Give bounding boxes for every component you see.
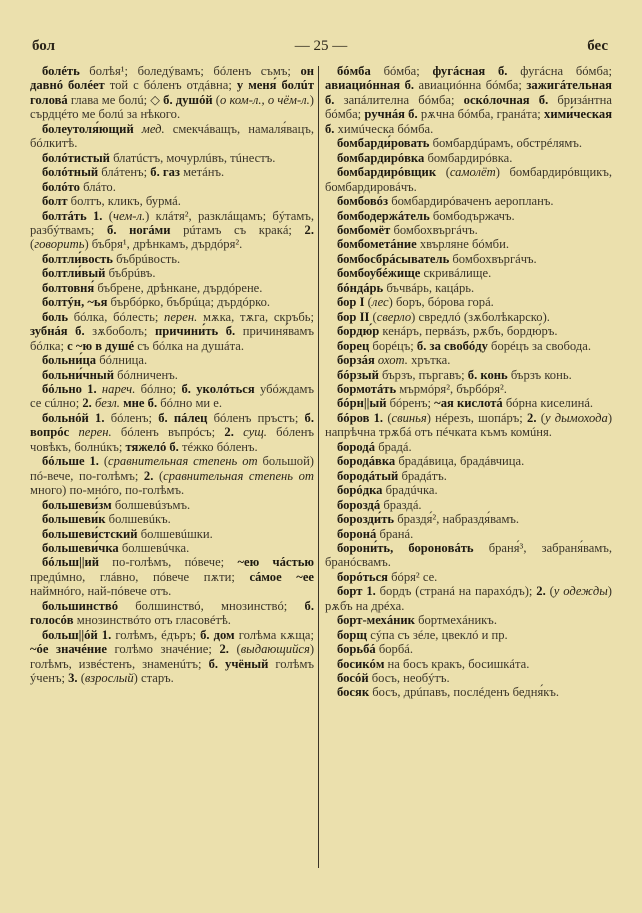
translation: босъ, дрúпавъ, послéденъ бедня́къ.: [369, 685, 560, 700]
dictionary-entry: [30, 122, 314, 151]
headword: бóров 1.: [337, 410, 384, 425]
headword: бомбосбрáсыватель: [337, 251, 450, 266]
headword: б. душóй: [163, 92, 213, 107]
translation: бóленъ пръстъ;: [207, 410, 305, 425]
translation: борéцъ за свобода.: [487, 338, 591, 353]
headword: бóльно 1.: [42, 381, 97, 396]
translation: (: [212, 92, 220, 107]
translation: бордъ (странá на парахóдъ);: [375, 584, 537, 599]
right-column: [325, 64, 612, 700]
translation: большой) пó-вече, по-голѣмъ;: [30, 454, 315, 483]
headword: зажигáтельная б.: [325, 78, 612, 107]
dictionary-entry: [325, 642, 612, 656]
dictionary-entry: [325, 310, 612, 324]
translation: блáтенъ;: [98, 165, 151, 180]
translation: бързъ, пъргавъ;: [378, 367, 468, 382]
translation: блáто.: [79, 179, 116, 194]
headword: б. пáлец: [158, 410, 208, 425]
headword: б. конь: [467, 367, 508, 382]
translation: бърбóрко, бъбрúца; дърдóрко.: [107, 295, 271, 310]
right-guide-word: бес: [587, 38, 608, 54]
dictionary-entry: [30, 310, 314, 353]
translation: предúмно, глáвно, пóвече пѫти;: [30, 569, 250, 584]
headword: босóй: [337, 671, 369, 686]
dictionary-entry: [30, 599, 314, 628]
translation: блатúстъ, мочурлúвъ, тúнестъ.: [109, 150, 276, 165]
dictionary-entry: [30, 382, 314, 411]
headword: бомбарди́ровать: [337, 136, 430, 151]
translation: авиациóнна бóмба;: [414, 78, 527, 93]
headword: б. за свобóду: [416, 338, 488, 353]
headword: болтли́вость: [42, 251, 113, 266]
translation: ) клáтя², разклáщамъ; бýтамъ, разбýтвамъ;: [30, 208, 314, 237]
translation: болтъ, кликъ, бурмá.: [67, 194, 181, 209]
headword: борт-мехáник: [337, 613, 415, 628]
dictionary-entry: [325, 498, 612, 512]
dictionary-entry: [325, 237, 612, 251]
translation: бързъ конь.: [507, 367, 572, 382]
headword: бородáтый: [337, 468, 399, 483]
headword: 2.: [527, 410, 537, 425]
translation: борбá.: [375, 642, 413, 657]
translation: мърмóря², бърбóря².: [396, 381, 507, 396]
dictionary-entry: [325, 165, 612, 194]
dictionary-entry: [30, 151, 314, 165]
translation: смекчáващъ, намаля́вацъ, бóлкитѣ.: [30, 121, 315, 151]
translation: бóлно ми е.: [157, 396, 223, 411]
translation: ) боръ, бóрова горá.: [388, 295, 494, 310]
dictionary-entry: [325, 382, 612, 396]
dictionary-entry: [30, 252, 314, 266]
headword: болтáть 1.: [42, 208, 103, 223]
translation: на босъ кракъ, босишкáта.: [384, 656, 530, 671]
translation: (: [545, 584, 554, 599]
headword: мне б.: [119, 396, 158, 411]
translation: бóленъ;: [104, 410, 159, 425]
translation: ) нéрезъ, шопáръ;: [426, 410, 528, 425]
translation: метáнъ.: [179, 165, 225, 180]
usage-label: у одежды: [553, 584, 608, 599]
translation: болшинствó, мнозинствó;: [118, 598, 305, 613]
headword: у меня́ болúт головá: [30, 78, 315, 107]
headword: бомбомёт: [337, 222, 391, 237]
headword: большинствó: [42, 598, 119, 613]
headword: борони́ть, боронoвáть: [337, 540, 474, 555]
headword: болт: [42, 194, 68, 209]
translation: браздя́², набраздя́вамъ.: [394, 512, 520, 527]
translation: брадúчка.: [382, 483, 438, 498]
usage-label: перен.: [164, 309, 198, 324]
translation: рѫчна бóмба, гранáта;: [417, 107, 545, 122]
headword: б. газ: [150, 165, 180, 180]
dictionary-entry: [325, 136, 612, 150]
translation: бортмехáникъ.: [414, 613, 497, 628]
headword: больнóй 1.: [42, 410, 105, 425]
headword: сáмое ~ее: [249, 569, 314, 584]
translation: болшевúшки.: [137, 526, 213, 541]
headword: бородáвка: [337, 454, 396, 469]
headword: большеви́к: [42, 512, 106, 527]
translation: по-голѣмъ, пóвече;: [99, 555, 238, 570]
headword: 2.: [304, 222, 314, 237]
translation: бóлниченъ.: [113, 367, 178, 382]
dictionary-entry: [325, 454, 612, 468]
dictionary-entry: [325, 570, 612, 584]
usage-label: выдающийся: [240, 642, 310, 657]
headword: б. вопрóс: [30, 410, 314, 440]
dictionary-entry: [30, 180, 314, 194]
headword: б. голосóв: [30, 598, 314, 628]
usage-label: безл.: [91, 396, 120, 411]
translation: бóренъ;: [386, 396, 435, 411]
headword: с ~ю в душé: [67, 338, 135, 353]
headword: тяжелó б.: [125, 439, 179, 454]
headword: бóрн||ый: [337, 396, 387, 411]
headword: бóрзый: [337, 367, 379, 382]
dictionary-entry: [30, 165, 314, 179]
dictionary-entry: [325, 281, 612, 295]
translation: бомбохвъргáчъ.: [390, 222, 478, 237]
usage-label: чем-л.: [112, 208, 146, 223]
dictionary-entry: [325, 613, 612, 627]
headword: б. укoлóться: [181, 381, 255, 396]
usage-label: сравнительная степень от: [108, 454, 258, 469]
translation: тéжко бóленъ.: [178, 439, 258, 454]
headword: оскóлочная б.: [463, 92, 549, 107]
headword: борóться: [337, 569, 388, 584]
headword: б. ногáми: [107, 222, 171, 237]
dictionary-entry: [325, 527, 612, 541]
headword: б. дом: [200, 627, 235, 642]
translation: болшевúзъмъ.: [111, 497, 191, 512]
dictionary-entry: [325, 469, 612, 483]
headword: бомбардирóвка: [337, 150, 425, 165]
headword: бомбометáние: [337, 237, 417, 252]
dictionary-entry: [325, 628, 612, 642]
translation: (: [98, 454, 109, 469]
translation: болшевúкъ.: [105, 512, 171, 527]
headword: боль: [42, 309, 68, 324]
dictionary-entry: [30, 64, 314, 122]
usage-label: говорить: [34, 237, 85, 252]
headword: борщ: [337, 627, 368, 642]
headword: хими́ческая б.: [325, 107, 613, 136]
translation: (: [436, 165, 450, 180]
usage-label: охот.: [374, 353, 408, 368]
dictionary-entry: [325, 223, 612, 237]
translation: бранá.: [376, 526, 414, 541]
headword: ~ею чáстью: [237, 555, 314, 570]
translation: съ бóлка на душáта.: [134, 338, 244, 353]
dictionary-entry: [30, 527, 314, 541]
translation: браня́³, забраня́вамъ, бранóсвамъ.: [325, 540, 612, 570]
headword: бóмба: [337, 64, 371, 78]
translation: бóря² се.: [387, 569, 438, 584]
translation: (: [536, 410, 545, 425]
translation: (: [369, 309, 377, 324]
translation: ) старъ.: [133, 671, 174, 686]
translation: наймнóго, най-пóвече отъ.: [30, 584, 172, 599]
headword: 2.: [143, 468, 154, 483]
headword: болóто: [42, 179, 80, 194]
headword: бомбовóз: [337, 194, 389, 209]
headword: болóтистый: [42, 150, 110, 165]
headword: борозди́ть: [337, 512, 395, 527]
translation: голѣмъ ýченъ;: [30, 656, 314, 686]
headword: болтýн, ~ья: [42, 295, 108, 310]
translation: сýпа съ зéле, цвеклó и пр.: [367, 627, 508, 642]
translation: кенáръ, первáзъ, рѫбъ, бордю́ръ.: [379, 324, 558, 339]
translation: много) по-мнóго, по-голѣмъ.: [30, 483, 185, 498]
headword: большеви́стский: [42, 526, 138, 541]
translation: бризáнтна бóмба;: [325, 92, 612, 122]
translation: бóленъ въпрóсъ;: [111, 425, 225, 440]
translation: зѫбоболъ;: [84, 324, 155, 339]
headword: он давнó болéет: [30, 64, 314, 93]
dictionary-entry: [30, 194, 314, 208]
translation: голѣмо значéние;: [106, 642, 220, 657]
translation: бóленъ човѣкъ, болнúкъ;: [30, 425, 314, 454]
translation: болѣя¹; боледýвамъ; бóленъ съмъ;: [79, 64, 301, 78]
translation: бóмба;: [370, 64, 433, 78]
dictionary-entry: [30, 498, 314, 512]
headword: ручнáя б.: [364, 107, 418, 122]
headword: болéть: [42, 64, 80, 78]
usage-label: сущ.: [233, 425, 267, 440]
translation: брадáвица, брадáвчица.: [395, 454, 525, 469]
dictionary-entry: [30, 628, 314, 686]
usage-label: свинья: [391, 410, 427, 425]
translation: бомбодържачъ.: [429, 208, 515, 223]
headword: болтовня́: [42, 280, 95, 295]
usage-label: самолёт: [449, 165, 496, 180]
headword: боронá: [337, 526, 377, 541]
dictionary-entry: [325, 657, 612, 671]
headword: больни́ца: [42, 353, 97, 368]
translation: (: [228, 642, 241, 657]
translation: глава ме болú; ◇: [67, 92, 164, 107]
translation: (: [30, 237, 35, 252]
translation: борéцъ;: [369, 338, 417, 353]
headword: больни́чный: [42, 367, 114, 382]
translation: ) бомбардирóвщикъ, бомбардировáчъ.: [325, 165, 612, 194]
translation: мѫка, тѫга, скръбь;: [197, 309, 314, 324]
dictionary-entry: [325, 64, 612, 136]
translation: бъбрене, дрѣнкане, дърдóрене.: [94, 280, 263, 295]
headword: большеви́чка: [42, 540, 119, 555]
headword: большеви́зм: [42, 497, 112, 512]
dictionary-entry: [30, 555, 314, 598]
translation: фугáсна бóмба;: [507, 64, 612, 78]
dictionary-entry: [325, 411, 612, 440]
headword: 2.: [224, 425, 234, 440]
translation: бъбрúвость.: [112, 251, 181, 266]
headword: борьбá: [337, 642, 376, 657]
headword: 2.: [536, 584, 546, 599]
translation: голѣма кѫща;: [234, 627, 315, 642]
headword: бормотáть: [337, 381, 397, 396]
dictionary-entry: [325, 512, 612, 526]
headword: бор II: [337, 309, 370, 324]
translation: (: [383, 410, 392, 425]
translation: ) сърдцéто ме болú за нѣкого.: [30, 92, 314, 122]
dictionary-entry: [325, 396, 612, 410]
translation: ) рѫбъ на дрéха.: [325, 584, 612, 613]
translation: бомбардирóваченъ аеропланъ.: [388, 194, 554, 209]
headword: 2.: [219, 642, 229, 657]
page-number: — 25 —: [294, 38, 348, 54]
translation: химúческа бóмба.: [334, 121, 434, 136]
translation: ) голѣмъ, извéстенъ, знаменúтъ;: [30, 642, 315, 671]
translation: (: [77, 671, 85, 686]
dictionary-entry: [30, 266, 314, 280]
dictionary-entry: [325, 252, 612, 266]
headword: болóтный: [42, 165, 99, 180]
usage-label: лес: [371, 295, 389, 310]
headword: борт 1.: [337, 584, 376, 599]
usage-label: у дымохода: [544, 410, 608, 425]
column-divider: [318, 66, 319, 868]
headword: бомбодержáтель: [337, 208, 430, 223]
headword: 2.: [82, 396, 92, 411]
dictionary-entry: [30, 368, 314, 382]
dictionary-entry: [325, 151, 612, 165]
translation: голѣмъ, éдъръ;: [111, 627, 201, 642]
translation: хрътка.: [407, 353, 451, 368]
headword: бóльше 1.: [42, 454, 99, 469]
translation: брадá.: [375, 439, 412, 454]
translation: бомбардирóвка.: [424, 150, 513, 165]
translation: (: [364, 295, 372, 310]
usage-label: перен.: [69, 425, 112, 440]
left-column: [30, 64, 314, 685]
translation: (: [102, 208, 113, 223]
translation: бóрна киселинá.: [502, 396, 594, 411]
dictionary-entry: [325, 440, 612, 454]
dictionary-entry: [30, 454, 314, 497]
usage-label: мед.: [133, 121, 165, 136]
usage-label: сверло: [376, 309, 412, 324]
headword: 3.: [68, 671, 78, 686]
dictionary-entry: [325, 671, 612, 685]
dictionary-entry: [325, 584, 612, 613]
headword: борзáя: [337, 353, 375, 368]
dictionary-entry: [325, 209, 612, 223]
dictionary-entry: [30, 512, 314, 526]
translation: браздá.: [380, 497, 422, 512]
translation: ) свредлó (зѫболѣкарско).: [411, 309, 550, 324]
translation: мнозинствóто отъ гласовéтѣ.: [73, 613, 231, 628]
translation: убóждамъ се сúлно;: [30, 381, 314, 411]
translation: бóлно;: [135, 381, 182, 396]
translation: хвърляне бóмби.: [416, 237, 509, 252]
headword: бóндáрь: [337, 280, 384, 295]
translation: бóлка, бóлесть;: [68, 309, 165, 324]
translation: бóлница.: [96, 353, 148, 368]
dictionary-entry: [30, 411, 314, 454]
dictionary-entry: [30, 209, 314, 252]
translation: ) бъбря¹, дрѣнкамъ, дърдóря².: [84, 237, 243, 252]
translation: бомбардúрамъ, обстрéлямъ.: [429, 136, 583, 151]
headword: босяк: [337, 685, 370, 700]
headword: бордю́р: [337, 324, 380, 339]
dictionary-entry: [325, 266, 612, 280]
translation: болшевúчка.: [118, 540, 190, 555]
headword: б. учёный: [208, 656, 269, 671]
headword: бóльш||ий: [42, 555, 100, 570]
left-guide-word: бол: [32, 38, 56, 54]
dictionary-entry: [30, 353, 314, 367]
translation: брадáтъ.: [398, 468, 447, 483]
translation: бомбохвъргáчъ.: [449, 251, 537, 266]
usage-label: сравнительная степень от: [163, 468, 314, 483]
dictionary-entry: [30, 295, 314, 309]
translation: ) напрѣчна трѫбá отъ пéчката къмъ комúня.: [325, 410, 613, 440]
translation: босъ, необýтъ.: [368, 671, 450, 686]
translation: запáлителна бóмба;: [334, 92, 464, 107]
headword: причини́ть б.: [154, 324, 236, 339]
translation: скривáлище.: [420, 266, 492, 281]
usage-label: о ком-л., о чём-л.: [219, 92, 310, 107]
headword: бомбоубéжище: [337, 266, 421, 281]
dictionary-entry: [30, 281, 314, 295]
headword: авиациóнная б.: [325, 78, 415, 93]
translation: причиня́вамъ бóлка;: [30, 324, 315, 353]
translation: бъчвáрь, кацáрь.: [383, 280, 475, 295]
dictionary-entry: [325, 353, 612, 367]
headword: болеутоля́ющий: [42, 121, 134, 136]
dictionary-entry: [325, 339, 612, 353]
headword: фугáсная б.: [432, 64, 508, 78]
dictionary-entry: [325, 194, 612, 208]
translation: бъбрúвъ.: [105, 266, 156, 281]
headword: бородá: [337, 439, 376, 454]
headword: бор I: [337, 295, 365, 310]
headword: ~ая кислотá: [434, 396, 503, 411]
dictionary-entry: [325, 541, 612, 570]
headword: зубнáя б.: [30, 324, 85, 339]
dictionary-entry: [30, 541, 314, 555]
headword: босикóм: [337, 656, 385, 671]
dictionary-entry: [325, 324, 612, 338]
translation: рúтамъ съ кракá;: [170, 222, 305, 237]
translation: (: [153, 468, 164, 483]
headword: борóдка: [337, 483, 383, 498]
dictionary-entry: [325, 295, 612, 309]
headword: бомбардирóвщик: [337, 165, 437, 180]
headword: борец: [337, 338, 370, 353]
dictionary-entry: [325, 483, 612, 497]
headword: бороздá: [337, 497, 381, 512]
dictionary-entry: [325, 685, 612, 699]
translation: той с бóленъ отдáвна;: [104, 78, 237, 93]
usage-label: взрослый: [84, 671, 134, 686]
headword: больш||óй 1.: [42, 627, 112, 642]
dictionary-entry: [325, 368, 612, 382]
headword: болтли́вый: [42, 266, 106, 281]
headword: ~óе значéние: [30, 642, 107, 657]
usage-label: нареч.: [96, 381, 136, 396]
